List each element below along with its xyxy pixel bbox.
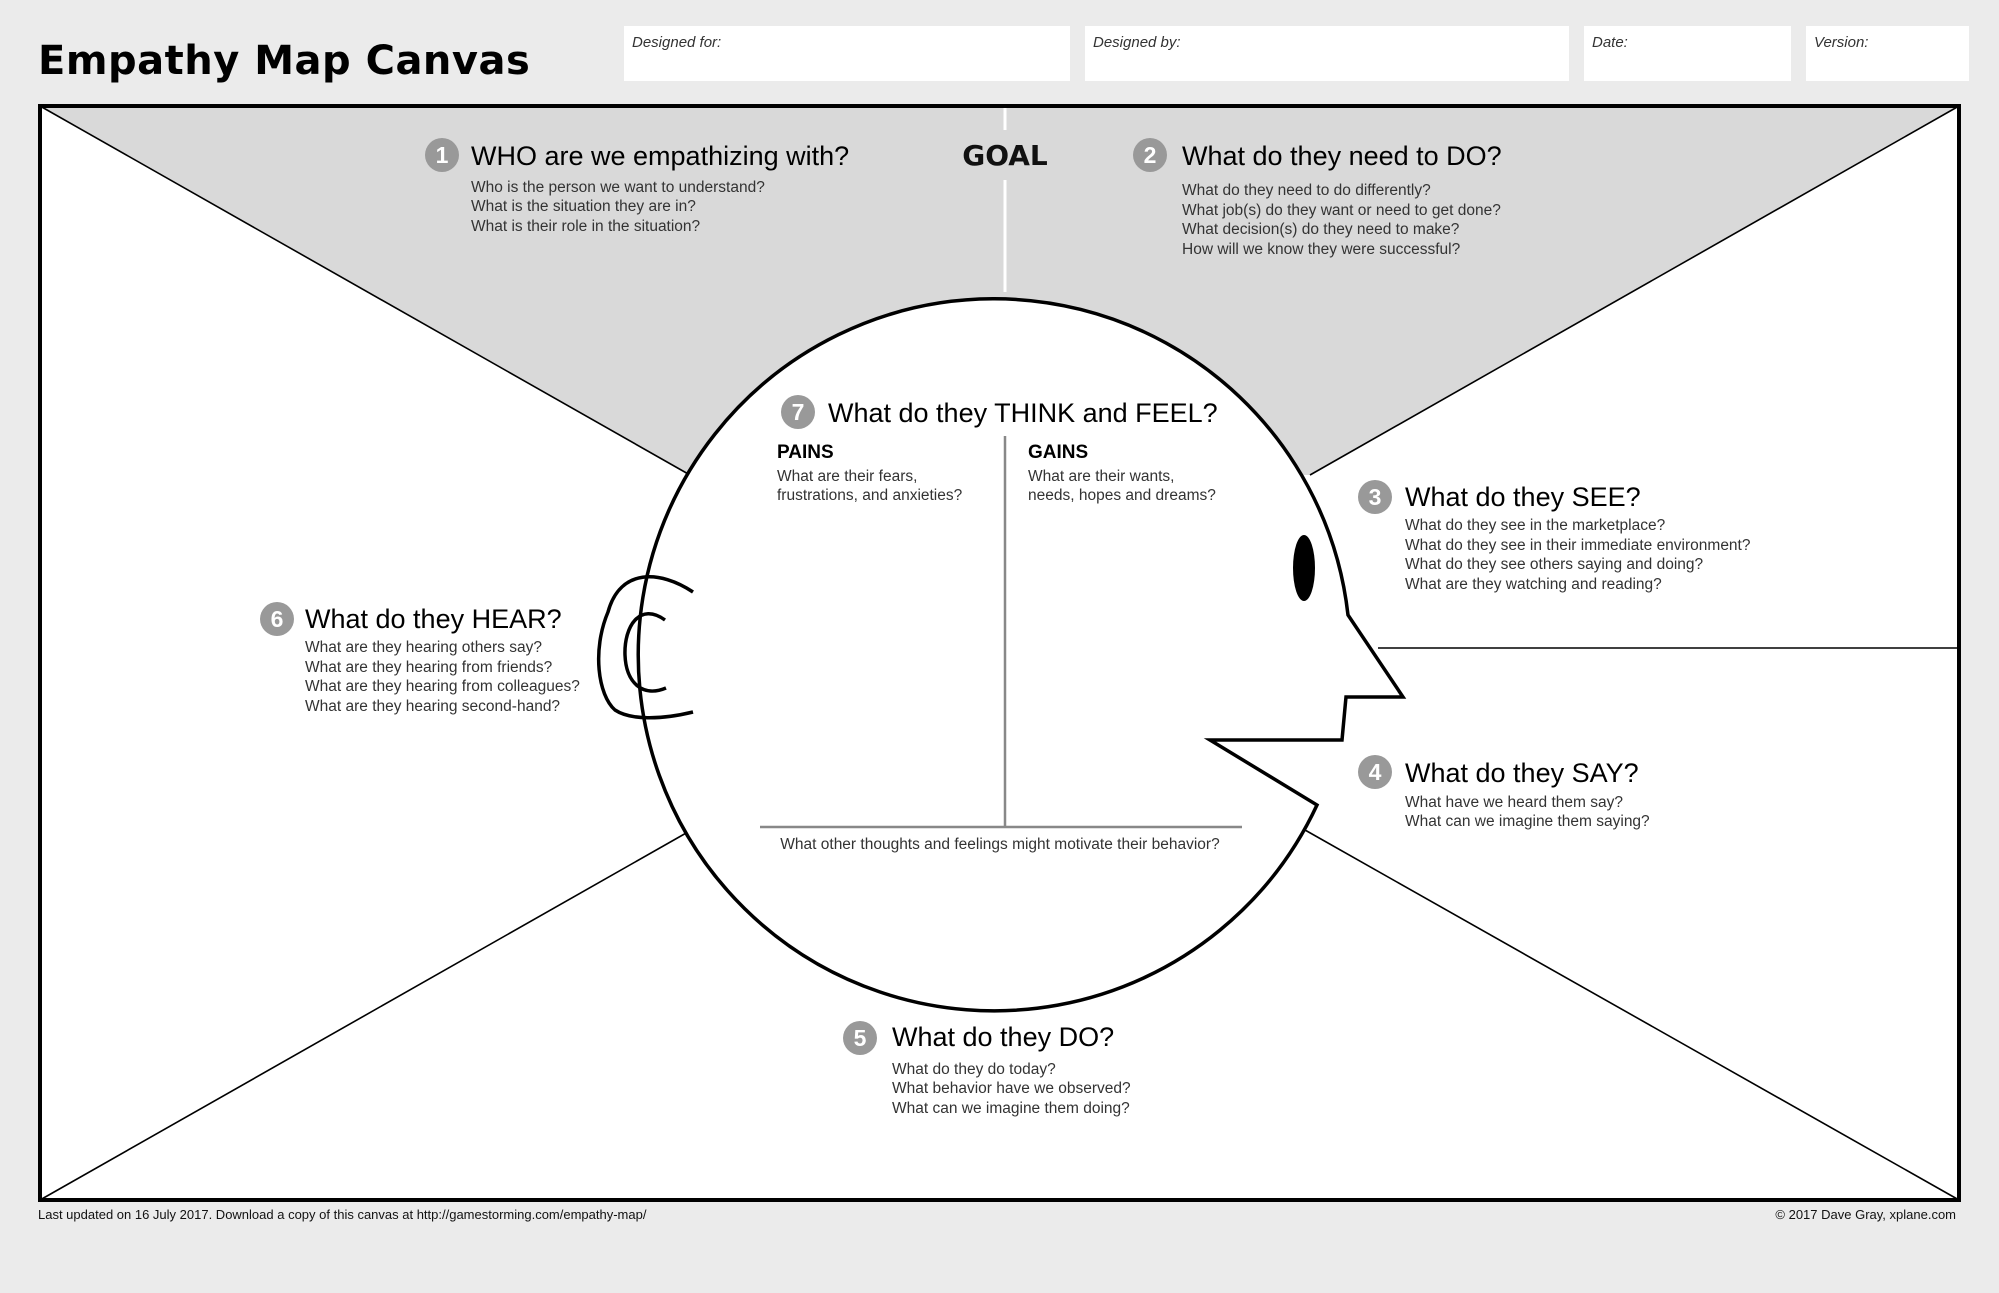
section-7-number: 7 [791,399,805,425]
section-4-title: What do they SAY? [1405,758,1639,788]
thoughts-question: What other thoughts and feelings might motivate their behavior? [780,836,1220,853]
section-2-title: What do they need to DO? [1182,141,1502,171]
section-7-title: What do they THINK and FEEL? [828,398,1218,428]
gains-label: GAINS [1028,442,1089,463]
section-2-number: 2 [1143,142,1157,168]
section-2-question: What decision(s) do they need to make? [1182,221,1460,238]
goal-label: GOAL [962,139,1048,172]
section-1-question: Who is the person we want to understand? [471,179,765,196]
footer-left-note: Last updated on 16 July 2017. Download a copy of this canvas at http://gamestorming.com/empathy-map/ [38,1207,647,1222]
pains-question: frustrations, and anxieties? [777,487,963,504]
section-2-question: What job(s) do they want or need to get done? [1182,202,1501,219]
page-title: Empathy Map Canvas [38,38,531,84]
section-6-question: What are they hearing from friends? [305,659,553,676]
section-5-question: What can we imagine them doing? [892,1100,1130,1117]
section-4-question: What have we heard them say? [1405,794,1623,811]
section-3-title: What do they SEE? [1405,482,1641,512]
section-1-title: WHO are we empathizing with? [471,141,850,171]
section-6-number: 6 [270,606,284,632]
section-1-question: What is the situation they are in? [471,198,696,215]
section-3-question: What do they see in their immediate environment? [1405,537,1751,554]
pains-label: PAINS [777,442,834,463]
section-2-question: What do they need to do differently? [1182,182,1431,199]
section-4-number: 4 [1368,759,1382,785]
section-3-number: 3 [1368,484,1382,510]
pains-question: What are their fears, [777,468,918,485]
section-6-title: What do they HEAR? [305,604,562,634]
section-5-number: 5 [853,1025,867,1051]
section-3-question: What do they see in the marketplace? [1405,517,1666,534]
section-5-question: What do they do today? [892,1061,1056,1078]
section-5-title: What do they DO? [892,1022,1115,1052]
section-2-question: How will we know they were successful? [1182,241,1461,258]
section-1-question: What is their role in the situation? [471,218,701,235]
section-4-question: What can we imagine them saying? [1405,813,1650,830]
section-hear [260,602,580,715]
section-3-question: What do they see others saying and doing? [1405,556,1704,573]
date-label: Date: [1592,34,1628,51]
version-label: Version: [1814,34,1869,51]
gains-question: needs, hopes and dreams? [1028,487,1216,504]
footer-copyright: © 2017 Dave Gray, xplane.com [1775,1207,1956,1222]
gains-question: What are their wants, [1028,468,1175,485]
designed-by-label: Designed by: [1093,34,1181,51]
section-6-question: What are they hearing others say? [305,639,542,656]
section-5-question: What behavior have we observed? [892,1080,1131,1097]
section-6-question: What are they hearing from colleagues? [305,678,580,695]
section-6-question: What are they hearing second-hand? [305,698,561,715]
designed-for-label: Designed for: [632,34,722,51]
eye-icon [1293,535,1315,601]
section-1-number: 1 [435,142,449,168]
section-3-question: What are they watching and reading? [1405,576,1662,593]
